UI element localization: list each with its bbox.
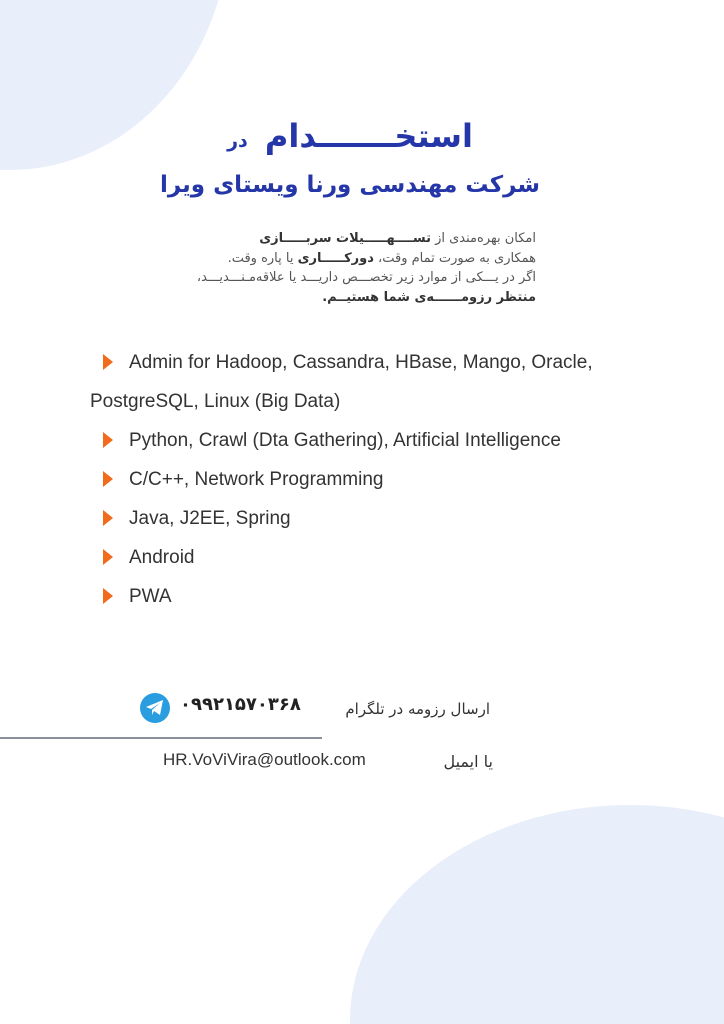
intro-line-4-text: منتظر رزومــــــه‌ی شما هستیــم. <box>322 289 536 305</box>
intro-line-1-a: امکان بهره‌مندی از <box>430 231 536 246</box>
intro-line-2 <box>160 249 536 269</box>
list-item <box>90 421 650 460</box>
bullet-arrow-icon <box>103 354 113 370</box>
intro-line-3: اگر در یـــکی از موارد زیر تخصـــص داریـــد یا علاقه‌مـنـــدیـــد، <box>196 270 536 285</box>
title-main <box>150 112 550 165</box>
title-main-text: استخـــــــدام <box>264 117 473 155</box>
skill-text: Android <box>129 547 195 568</box>
list-item <box>90 460 650 499</box>
company-name: شرکت مهندسی ورنا ویستای ویرا <box>159 172 541 198</box>
intro-text <box>160 229 536 307</box>
list-item <box>90 538 650 577</box>
skill-text: Admin for Hadoop, Cassandra, HBase, Mango, Oracle, <box>129 352 593 373</box>
list-item <box>90 343 650 421</box>
skill-text: C/C++, Network Programming <box>129 469 384 490</box>
phone-number[interactable]: ۰۹۹۲۱۵۷۰۳۶۸ <box>180 694 301 715</box>
skill-text: PWA <box>129 586 172 607</box>
intro-line-1 <box>160 229 536 249</box>
email-address[interactable]: HR.VoViVira@outlook.com <box>163 750 366 769</box>
telegram-icon[interactable] <box>140 693 170 723</box>
telegram-label: ارسال رزومه در تلگرام <box>345 700 490 718</box>
list-item <box>90 499 650 538</box>
list-item <box>90 577 650 616</box>
paper-plane-icon <box>145 699 165 717</box>
skill-text: Java, J2EE, Spring <box>129 508 291 529</box>
intro-line-2-b: دورکـــــاری <box>297 250 374 266</box>
telegram-contact <box>140 690 490 730</box>
bullet-arrow-icon <box>103 588 113 604</box>
page-title <box>150 112 550 203</box>
skill-text: Python, Crawl (Dta Gathering), Artificial Intelligence <box>129 430 561 451</box>
bullet-arrow-icon <box>103 471 113 487</box>
bullet-arrow-icon <box>103 432 113 448</box>
skill-text-continued: PostgreSQL, Linux (Big Data) <box>90 391 341 412</box>
intro-line-2-c: یا پاره وقت. <box>227 250 298 266</box>
email-contact <box>163 748 493 778</box>
email-label: یا ایمیل <box>443 752 493 771</box>
intro-line-2-a: همکاری به صورت تمام وقت، <box>373 250 536 266</box>
background-blob-bottom <box>350 805 724 1024</box>
divider <box>0 737 322 739</box>
bullet-arrow-icon <box>103 549 113 565</box>
intro-line-4 <box>160 288 536 308</box>
skills-list <box>90 343 650 616</box>
bullet-arrow-icon <box>103 510 113 526</box>
title-small-text: در <box>227 130 248 152</box>
intro-line-1-b: تســــهـــــیلات سربـــــازی <box>259 231 431 246</box>
